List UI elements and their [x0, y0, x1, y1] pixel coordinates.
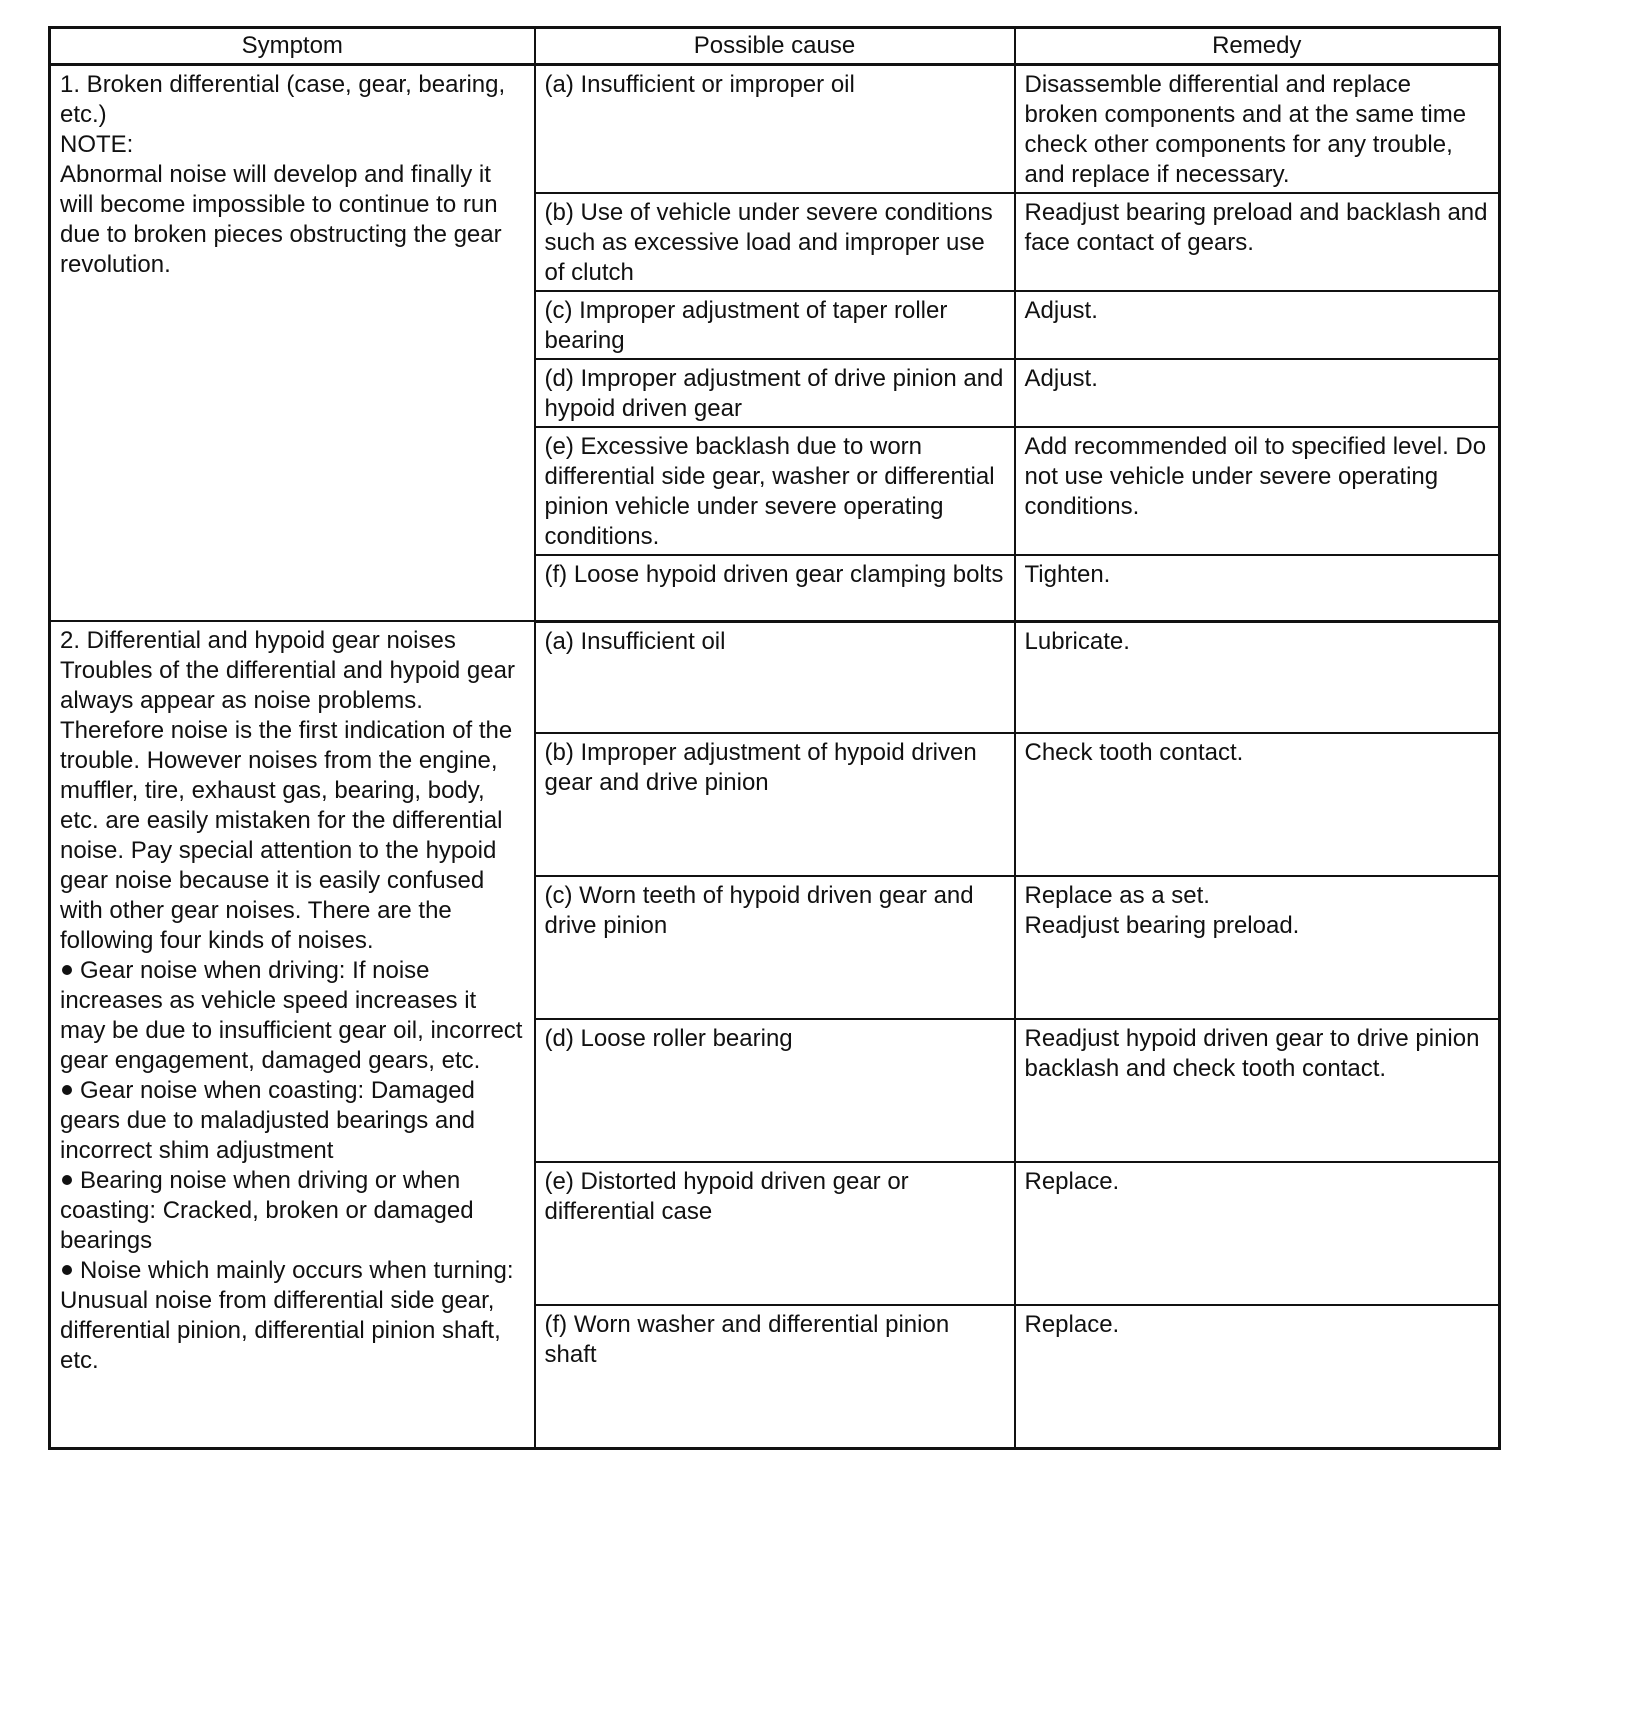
symptom-cell-1 [50, 65, 535, 622]
cause-cell: (b) Use of vehicle under severe conditions such as excessive load and improper use of clutch [535, 193, 1015, 291]
header-possible-cause: Possible cause [535, 28, 1015, 65]
table-row [50, 621, 1500, 733]
bullet-icon [62, 1175, 72, 1185]
remedy-cell [1015, 876, 1500, 1019]
cause-cell: (c) Worn teeth of hypoid driven gear and drive pinion [535, 876, 1015, 1019]
remedy-cell: Check tooth contact. [1015, 733, 1500, 876]
cause-cell: (a) Insufficient oil [535, 621, 1015, 733]
cause-cell: (d) Loose roller bearing [535, 1019, 1015, 1162]
cause-cell: (f) Loose hypoid driven gear clamping bolts [535, 555, 1015, 621]
header-row [50, 28, 1500, 65]
cause-cell: (d) Improper adjustment of drive pinion and hypoid driven gear [535, 359, 1015, 427]
cause-cell: (e) Excessive backlash due to worn differential side gear, washer or differential pinion vehicle under severe operating conditions. [535, 427, 1015, 555]
remedy-cell: Adjust. [1015, 359, 1500, 427]
note-text: Abnormal noise will develop and finally it will become impossible to continue to run due to broken pieces obstructing the gear revolution. [60, 161, 509, 278]
symptom-cell-2 [50, 621, 535, 1448]
cause-cell: (f) Worn washer and differential pinion shaft [535, 1305, 1015, 1448]
note-label: NOTE: [60, 131, 134, 158]
remedy-cell: Disassemble differential and replace broken components and at the same time check other components for any trouble, and replace if necessary. [1015, 65, 1500, 194]
remedy-cell: Replace. [1015, 1305, 1500, 1448]
remedy-cell: Add recommended oil to specified level. Do not use vehicle under severe operating conditions. [1015, 427, 1500, 555]
remedy-cell: Adjust. [1015, 291, 1500, 359]
header-remedy: Remedy [1015, 28, 1500, 65]
bullet-item: Noise which mainly occurs when turning: Unusual noise from differential side gear, differential pinion, differential pinion shaft, etc. [60, 1257, 514, 1374]
cause-cell: (a) Insufficient or improper oil [535, 65, 1015, 194]
table-row [50, 65, 1500, 194]
cause-cell: (c) Improper adjustment of taper roller bearing [535, 291, 1015, 359]
remedy-cell: Tighten. [1015, 555, 1500, 621]
symptom-title: 1. Broken differential (case, gear, bearing, etc.) [60, 71, 512, 128]
symptom-intro: Troubles of the differential and hypoid gear always appear as noise problems. Therefore noise is the first indication of the trouble. However noises from the engine, muffler, tire, exhaust gas, bearing, body, etc. are easily mistaken for the differential noise. Pay special attention to the hypoid gear noise because it is easily confused with other gear noises. There are the following four kinds of noises. [60, 657, 522, 954]
bullet-icon [62, 965, 72, 975]
bullet-icon [62, 1265, 72, 1275]
remedy-cell: Lubricate. [1015, 621, 1500, 733]
bullet-icon [62, 1085, 72, 1095]
troubleshooting-table [48, 26, 1501, 1450]
cause-cell: (b) Improper adjustment of hypoid driven gear and drive pinion [535, 733, 1015, 876]
cause-cell: (e) Distorted hypoid driven gear or differential case [535, 1162, 1015, 1305]
remedy-cell: Replace. [1015, 1162, 1500, 1305]
remedy-line: Replace as a set. [1024, 882, 1210, 909]
bullet-item: Gear noise when coasting: Damaged gears due to maladjusted bearings and incorrect shim adjustment [60, 1077, 475, 1164]
bullet-item: Gear noise when driving: If noise increases as vehicle speed increases it may be due to insufficient gear oil, incorrect gear engagement, damaged gears, etc. [60, 957, 523, 1074]
bullet-item: Bearing noise when driving or when coasting: Cracked, broken or damaged bearings [60, 1167, 474, 1254]
remedy-line: Readjust bearing preload. [1024, 912, 1300, 939]
remedy-cell: Readjust bearing preload and backlash and face contact of gears. [1015, 193, 1500, 291]
remedy-cell: Readjust hypoid driven gear to drive pinion backlash and check tooth contact. [1015, 1019, 1500, 1162]
header-symptom: Symptom [50, 28, 535, 65]
symptom-title: 2. Differential and hypoid gear noises [60, 627, 456, 654]
